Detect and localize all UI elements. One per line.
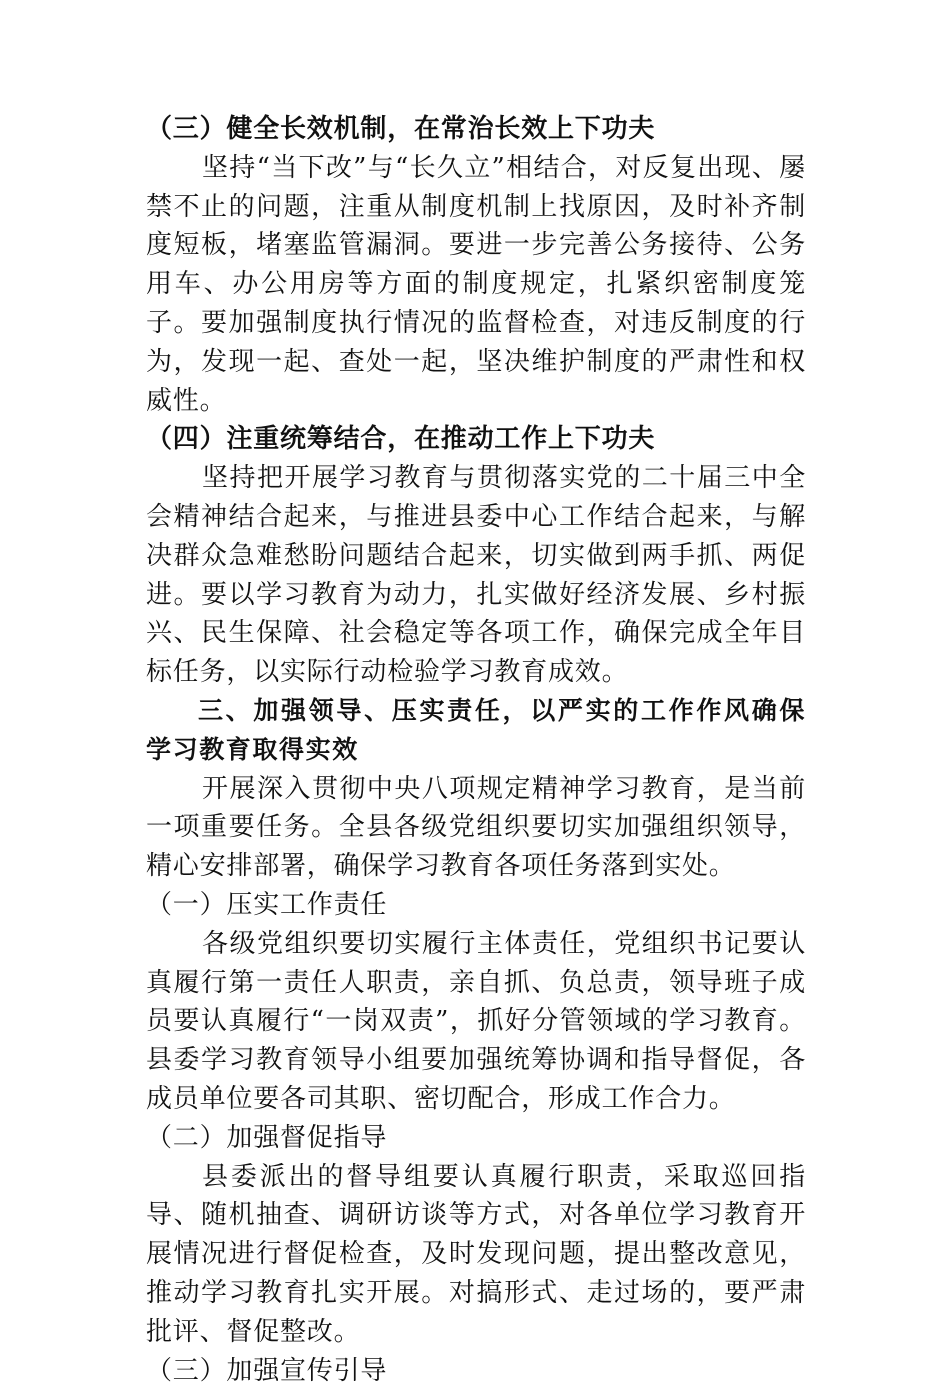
paragraph-responsibility: 各级党组织要切实履行主体责任，党组织书记要认真履行第一责任人职责，亲自抓、负总责，领导班子成员要认真履行“一岗双责”，抓好分管领域的学习教育。县委学习教育领导小组要加强统筹协调和指导督促，各成员单位要各司其职、密切配合，形成工作合力。 [146, 925, 806, 1119]
paragraph-supervision: 县委派出的督导组要认真履行职责，采取巡回指导、随机抽查、调研访谈等方式，对各单位学习教育开展情况进行督促检查，及时发现问题，提出整改意见，推动学习教育扎实开展。对搞形式、走过场的，要严肃批评、督促整改。 [146, 1158, 806, 1352]
subheading-responsibility: （一）压实工作责任 [146, 886, 806, 925]
paragraph-long-term-mechanism: 坚持“当下改”与“长久立”相结合，对反复出现、屡禁不止的问题，注重从制度机制上找原因，及时补齐制度短板，堵塞监管漏洞。要进一步完善公务接待、公务用车、办公用房等方面的制度规定，扎紧织密制度笼子。要加强制度执行情况的监督检查，对违反制度的行为，发现一起、查处一起，坚决维护制度的严肃性和权威性。 [146, 149, 806, 421]
subheading-coordination: （四）注重统筹结合，在推动工作上下功夫 [146, 420, 806, 459]
paragraph-coordination: 坚持把开展学习教育与贯彻落实党的二十届三中全会精神结合起来，与推进县委中心工作结合起来，与解决群众急难愁盼问题结合起来，切实做到两手抓、两促进。要以学习教育为动力，扎实做好经济发展、乡村振兴、民生保障、社会稳定等各项工作，确保完成全年目标任务，以实际行动检验学习教育成效。 [146, 459, 806, 692]
subheading-publicity: （三）加强宣传引导 [146, 1352, 806, 1390]
document-body [146, 110, 806, 1390]
subheading-supervision: （二）加强督促指导 [146, 1119, 806, 1158]
paragraph-leadership-intro: 开展深入贯彻中央八项规定精神学习教育，是当前一项重要任务。全县各级党组织要切实加强组织领导，精心安排部署，确保学习教育各项任务落到实处。 [146, 770, 806, 886]
subheading-long-term-mechanism: （三）健全长效机制，在常治长效上下功夫 [146, 110, 806, 149]
section-heading-leadership: 三、加强领导、压实责任，以严实的工作作风确保学习教育取得实效 [146, 692, 806, 770]
